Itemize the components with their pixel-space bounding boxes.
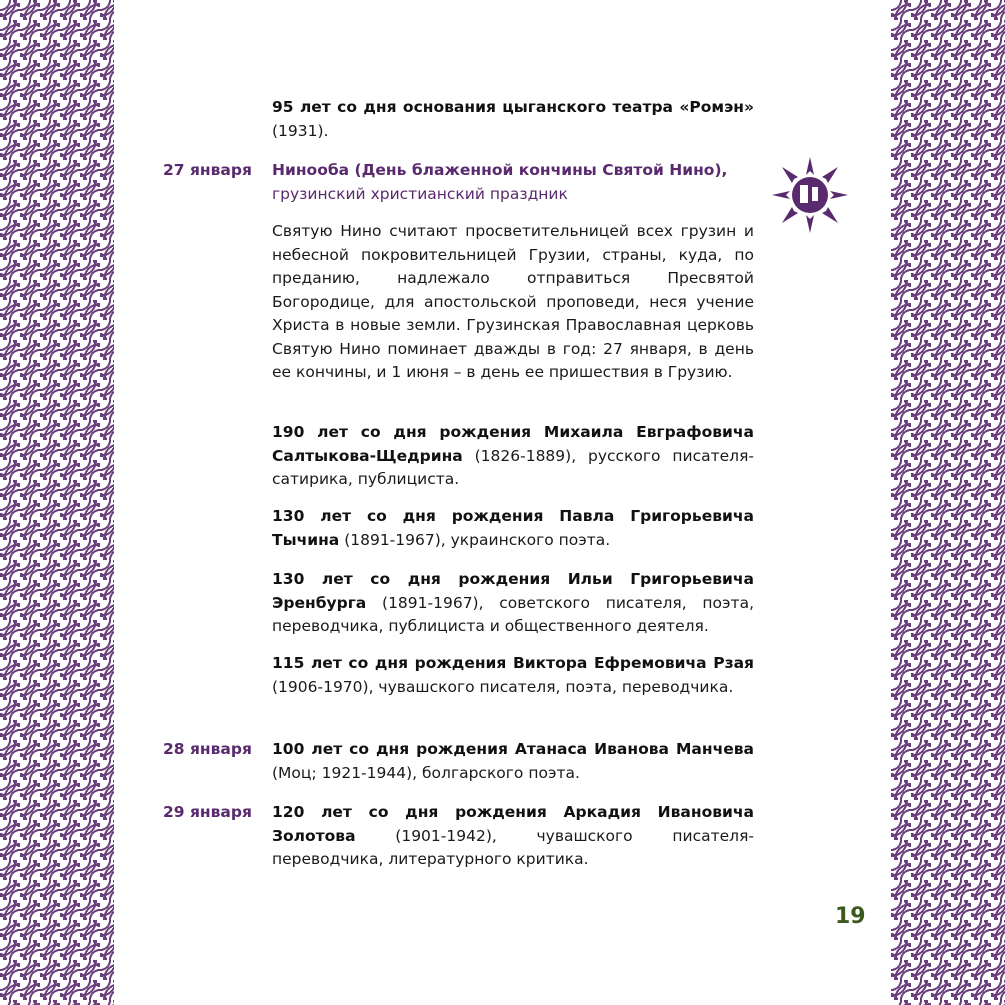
entry-heading: 100 лет со дня рождения Атанаса Иванова Манчева xyxy=(272,740,754,758)
entry-heading: 190 лет со дня рождения Михаила Евграфовича Салтыкова-Щедрина xyxy=(272,423,754,465)
decorative-border-left xyxy=(0,0,114,1005)
entry-details: (1931). xyxy=(272,121,329,140)
entry-heading: 115 лет со дня рождения Виктора Ефремовича Рзая xyxy=(272,654,754,672)
date-label: 29 января xyxy=(163,803,252,821)
entry-details: (1906-1970), чувашского писателя, поэта, переводчика. xyxy=(272,677,734,696)
entry-rzay xyxy=(272,652,754,699)
date-label: 27 января xyxy=(163,161,252,179)
date-label: 28 января xyxy=(163,740,252,758)
festival-title: Ниноoба (День блаженной кончины Святой Нино), xyxy=(272,161,728,179)
entry-zolotov xyxy=(272,801,754,872)
entry-ninooba-body: Святую Нино считают просветительницей всех грузин и небесной покровительницей Грузии, страны, куда, по преданию, надлежало отправиться Пресвятой Богородице, для апостольской проповеди, неся учение Христа в новые земли. Грузинская Православная церковь Святую Нино поминает дважды в год: 27 января, в день ее кончины, и 1 июня – в день ее пришествия в Грузию. xyxy=(272,222,754,381)
entry-manchev xyxy=(272,738,754,785)
entry-saltykov xyxy=(272,421,754,492)
entry-ninooba xyxy=(272,159,754,206)
entry-details: (1891-1967), советского писателя, поэта, переводчика, публициста и общественного деятеля. xyxy=(272,593,754,635)
entry-details: (Моц; 1921-1944), болгарского поэта. xyxy=(272,763,580,782)
festival-subtitle: грузинский христианский праздник xyxy=(272,184,568,203)
georgian-ornament-icon xyxy=(770,155,850,235)
entry-tychina xyxy=(272,505,754,552)
entry-details: (1901-1942), чувашского писателя-переводчика, литературного критика. xyxy=(272,826,754,868)
entry-heading: 95 лет со дня основания цыганского театра «Ромэн» xyxy=(272,98,754,116)
entry-ehrenburg xyxy=(272,568,754,639)
entry-details: (1891-1967), украинского поэта. xyxy=(339,530,611,549)
entry-heading: 120 лет со дня рождения Аркадия Ивановича Золотова xyxy=(272,803,754,845)
entry-heading: 130 лет со дня рождения Павла Григорьевича Тычина xyxy=(272,507,754,549)
entry-details: (1826-1889), русского писателя-сатирика, публициста. xyxy=(272,446,754,488)
page-number: 19 xyxy=(835,904,866,929)
entry-heading: 130 лет со дня рождения Ильи Григорьевича Эренбурга xyxy=(272,570,754,612)
decorative-border-right xyxy=(891,0,1005,1005)
entry-romen-theatre xyxy=(272,96,754,143)
